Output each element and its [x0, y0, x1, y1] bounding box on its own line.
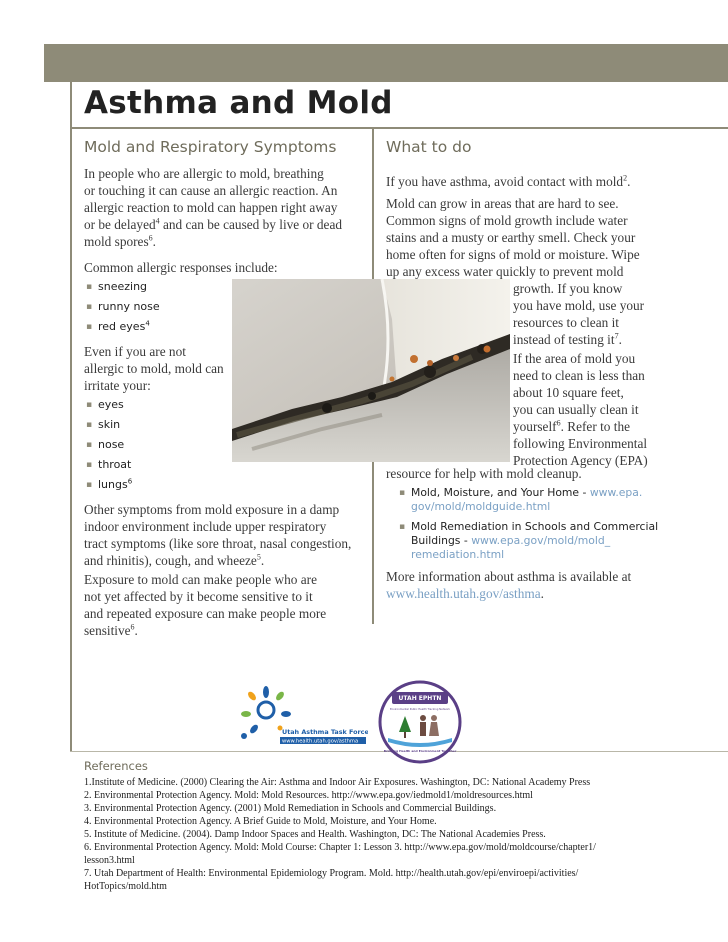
- list-item: [84, 277, 160, 297]
- text-segment: mold spores: [84, 234, 149, 249]
- text-line: nose: [98, 438, 125, 451]
- text-line: or touching it can cause an allergic reaction. An: [84, 183, 338, 198]
- text-segment: .: [627, 174, 631, 189]
- resource-link-remediation-cont[interactable]: remediation.html: [411, 548, 505, 561]
- reference-item: [84, 776, 724, 789]
- text-segment: sensitive: [84, 623, 131, 638]
- mold-photo: [232, 279, 510, 462]
- text-line: up any excess water quickly to prevent mold: [386, 264, 624, 279]
- allergic-response-list: [84, 277, 160, 337]
- text-segment: .: [134, 623, 138, 638]
- page-title: Asthma and Mold: [84, 85, 393, 121]
- text-line: following Environmental: [513, 436, 648, 451]
- text-line: tract symptoms (like sore throat, nasal congestion,: [84, 536, 352, 551]
- text-line: Mold can grow in areas that are hard to see.: [386, 196, 619, 211]
- reference-item: [84, 802, 724, 815]
- text-segment: . Refer to the: [560, 419, 630, 434]
- reference-item: [84, 841, 724, 854]
- references-heading: References: [84, 759, 148, 773]
- text-segment: lungs: [98, 478, 128, 491]
- irritate-paragraph: [84, 343, 224, 394]
- text-line: need to clean is less than: [513, 368, 645, 383]
- list-item: [84, 395, 132, 415]
- footnote-ref: 6: [127, 477, 133, 486]
- text-line: home often for signs of mold or moisture. Wipe: [386, 247, 640, 262]
- footnote-ref: 2: [623, 173, 628, 183]
- utah-ephtn-logo: [378, 680, 462, 764]
- text-line: 3. Environmental Protection Agency. (2001) Mold Remediation in Schools and Commercial Buildings.: [84, 803, 497, 814]
- resource-intro: resource for help with mold cleanup.: [386, 466, 582, 481]
- ephtn-tagline: Bringing Health and Environment Together: [383, 749, 457, 753]
- text-segment: instead of testing it: [513, 332, 615, 347]
- text-line: lesson3.html: [84, 855, 135, 866]
- text-segment: .: [618, 332, 622, 347]
- text-line: If the area of mold you: [513, 351, 636, 366]
- reference-item: [84, 854, 724, 867]
- list-item: [84, 317, 160, 337]
- avoid-paragraph: [386, 173, 630, 190]
- text-line: Other symptoms from mold exposure in a damp: [84, 502, 340, 517]
- other-symptoms-paragraph: [84, 501, 351, 569]
- text-line: In people who are allergic to mold, breathing: [84, 166, 324, 181]
- footnote-ref: 6: [556, 418, 561, 428]
- text-segment: .: [260, 553, 265, 568]
- mold-growth-paragraph: [386, 195, 640, 280]
- allergic-intro: Common allergic responses include:: [84, 260, 278, 275]
- text-line: Protection Agency (EPA): [513, 453, 648, 468]
- resource-list: [397, 486, 669, 568]
- resource-link-remediation[interactable]: www.epa.gov/mold/mold_: [471, 534, 611, 547]
- reference-item: [84, 789, 724, 802]
- clean-paragraph: [513, 350, 648, 469]
- footnote-ref: 5: [256, 552, 261, 562]
- list-item: [84, 415, 132, 435]
- task-force-url: www.health.utah.gov/asthma: [282, 738, 359, 745]
- ephtn-subtitle: Environmental Public Health Tracking Network: [390, 708, 450, 711]
- text-segment: red eyes: [98, 320, 146, 333]
- person-icon: [420, 715, 426, 721]
- text-line: sneezing: [98, 280, 148, 293]
- section-title-what-to-do: What to do: [386, 138, 472, 156]
- text-line: 5. Institute of Medicine. (2004). Damp Indoor Spaces and Health. Washington, DC: The National Academies Press.: [84, 829, 546, 840]
- footnote-ref: 4: [145, 319, 150, 328]
- list-item: [84, 475, 132, 495]
- text-line: 7. Utah Department of Health: Environmental Epidemiology Program. Mold. http://health.utah.gov/epi/enviroepi/activities/: [84, 868, 579, 879]
- text-line: eyes: [98, 398, 124, 411]
- section-title-symptoms: Mold and Respiratory Symptoms: [84, 138, 337, 156]
- reference-item: [84, 867, 724, 880]
- text-segment: yourself: [513, 419, 557, 434]
- list-item: [84, 297, 160, 317]
- text-line: you can usually clean it: [513, 402, 639, 417]
- asthma-website-link[interactable]: www.health.utah.gov/asthma: [386, 586, 541, 601]
- text-line: about 10 square feet,: [513, 385, 624, 400]
- task-force-ring-icon: [258, 702, 274, 718]
- text-segment: or be delayed: [84, 217, 156, 232]
- title-rule: [72, 127, 728, 129]
- text-line: Common signs of mold growth include water: [386, 213, 628, 228]
- references-list: [84, 776, 724, 893]
- text-line: resources to clean it: [513, 315, 619, 330]
- left-rule: [70, 82, 72, 751]
- irritated-parts-list: [84, 395, 132, 495]
- text-line: you have mold, use your: [513, 298, 645, 313]
- text-line: 6. Environmental Protection Agency. Mold: Mold Course: Chapter 1: Lesson 3. http://www.epa.gov/mold/moldcourse/chapter1/: [84, 842, 596, 853]
- text-line: irritate your:: [84, 378, 151, 393]
- text-line: stains and a musty or earthy smell. Check your: [386, 230, 636, 245]
- list-item: [84, 435, 132, 455]
- resource-link-mold-home[interactable]: www.epa.: [589, 486, 643, 499]
- text-line: allergic to mold, mold can: [84, 361, 224, 376]
- text-segment: and rhinitis), cough, and wheeze: [84, 553, 257, 568]
- list-item: [84, 455, 132, 475]
- text-segment: and can be caused by live or dead: [159, 217, 343, 232]
- text-line: throat: [98, 458, 132, 471]
- resource-item-mold-home[interactable]: ▪ Mold, Moisture, and Your Home - www.epa. gov/mold/moldguide.html: [397, 486, 669, 514]
- text-line: allergic reaction to mold can happen right away: [84, 200, 338, 215]
- exposure-paragraph: [84, 571, 326, 639]
- ephtn-name: UTAH EPHTN: [398, 695, 442, 702]
- text-line: HotTopics/mold.htm: [84, 881, 167, 892]
- text-line: 2. Environmental Protection Agency. Mold: Mold Resources. http://www.epa.gov/iedmold1/moldresources.html: [84, 790, 533, 801]
- reference-item: [84, 815, 724, 828]
- text-line: 1.Institute of Medicine. (2000) Clearing the Air: Asthma and Indoor Air Exposures. Washington, DC: National Academy Press: [84, 777, 591, 788]
- footnote-ref: 6: [130, 622, 135, 632]
- footnote-ref: 4: [155, 216, 160, 226]
- text-line: 4. Environmental Protection Agency. A Brief Guide to Mold, Moisture, and Your Home.: [84, 816, 437, 827]
- reference-item: [84, 880, 724, 893]
- reference-item: [84, 828, 724, 841]
- text-segment: .: [152, 234, 156, 249]
- resource-link-mold-home-cont[interactable]: gov/mold/moldguide.html: [411, 500, 551, 513]
- text-line: skin: [98, 418, 121, 431]
- footnote-ref: 7: [614, 331, 619, 341]
- mold-growth-continued: [513, 280, 644, 348]
- header-band: [44, 44, 728, 82]
- text-line: runny nose: [98, 300, 160, 313]
- footnote-ref: 6: [148, 233, 153, 243]
- text-line: Even if you are not: [84, 344, 186, 359]
- text-line: Exposure to mold can make people who are: [84, 572, 317, 587]
- task-force-name: Utah Asthma Task Force: [282, 728, 368, 736]
- resource-item-remediation[interactable]: ▪ Mold Remediation in Schools and Commercial Buildings - www.epa.gov/mold/mold_ remediation.html: [397, 520, 669, 562]
- more-info-paragraph: More information about asthma is available at www.health.utah.gov/asthma.: [386, 569, 632, 601]
- text-segment: If you have asthma, avoid contact with mold: [386, 174, 624, 189]
- text-line: and repeated exposure can make people more: [84, 606, 327, 621]
- utah-asthma-task-force-logo: [236, 684, 368, 750]
- text-line: not yet affected by it become sensitive to it: [84, 589, 313, 604]
- text-line: indoor environment include upper respiratory: [84, 519, 327, 534]
- text-line: growth. If you know: [513, 281, 623, 296]
- intro-paragraph: [84, 165, 342, 250]
